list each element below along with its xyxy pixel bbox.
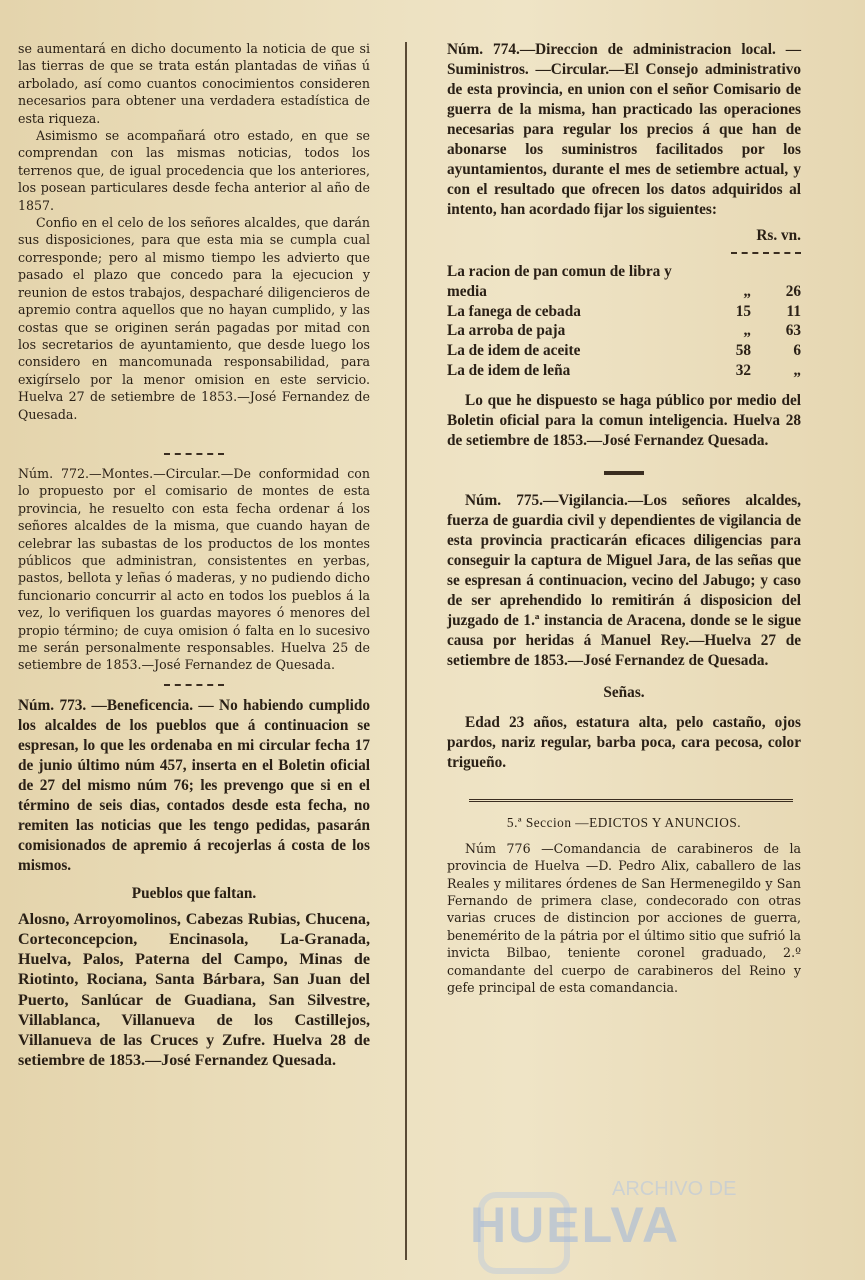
price-item: La de idem de leña bbox=[447, 361, 571, 379]
article-773-beneficencia: Núm. 773. —Beneficencia. — No habiendo cumplido los alcaldes de los pueblos que á continuacion se espresan, lo que les ordenaba en mi circular fecha 17 de junio último núm 457, inserta en el Boletin oficial de 27 del mismo núm 76; les prevengo que si en el término de seis dias, contados desde esta fecha, no remiten las noticias que les tengo pedidas, pasarán comisionados de apremio á recojerlas á costa de los mismos. bbox=[18, 696, 370, 874]
watermark-prefix: ARCHIVO DE bbox=[612, 1178, 737, 1200]
suspect-description: Edad 23 años, estatura alta, pelo castaño, ojos pardos, nariz regular, barba poca, cara pecosa, color trigueño. bbox=[447, 713, 801, 771]
price-row bbox=[447, 321, 801, 341]
price-item: La fanega de cebada bbox=[447, 302, 581, 320]
paragraph-mayors-warning: Confio en el celo de los señores alcaldes, que darán sus disposiciones, para que esta mia se cumpla cual corresponde; pero al mismo tiempo les advierto que pasado el plazo que concedo para la ejecucion y reunion de estos trabajos, despacharé diligencieros de apremio contra aquellos que no hayan cumplido, y las costas que se originen serán pagadas por mitad con los secretarios de ayuntamiento, que desde luego los considero en mancomunada responsabilidad, para exigírselo por la menor omision en este servicio. Huelva 27 de setiembre de 1853.—José Fernandez de Quesada. bbox=[18, 215, 370, 422]
price-row bbox=[447, 262, 801, 302]
article-774-suministros: Núm. 774.—Direccion de administracion local. —Suministros. —Circular.—El Consejo administrativo de esta provincia, en union con el señor Comisario de guerra de la misma, han practicado las operaciones necesarias para regular los precios á que han de abonarse los suministros facilitados por los ayuntamientos, durante el mes de setiembre actual, y con el resultado que ofrecen los datos adquiridos al intento, han acordado fijar los siguientes: bbox=[447, 41, 801, 218]
column-divider bbox=[405, 42, 407, 1260]
price-reales: 32 bbox=[735, 361, 751, 379]
left-column bbox=[18, 40, 370, 1071]
section-rule bbox=[469, 799, 793, 802]
article-774-closing: Lo que he dispuesto se haga público por medio del Boletin oficial para la comun inteligencia. Huelva 28 de setiembre de 1853.—José Fernandez Quesada. bbox=[447, 391, 801, 449]
list-missing-towns: Alosno, Arroyomolinos, Cabezas Rubias, Chucena, Corteconcepcion, Encinasola, La-Granada, Huelva, Palos, Paterna del Campo, Minas de Riotinto, Rociana, Santa Bárbara, San Juan del Puerto, Sanlúcar de Guadiana, San Silvestre, Villablanca, Villanueva de los Castillejos, Villanueva de las Cruces y Zufre. Huelva 28 de setiembre de 1853.—José Fernandez Quesada. bbox=[18, 910, 370, 1070]
separator bbox=[18, 423, 370, 465]
price-cents: 11 bbox=[786, 302, 801, 320]
article-775-vigilancia: Núm. 775.—Vigilancia.—Los señores alcaldes, fuerza de guardia civil y dependientes de vigilancia de esta provincia practicarán eficaces diligencias para conseguir la captura de Miguel Jara, de las señas que se espresan á continuacion, vecino del Jabugo; y caso de ser aprehendido lo remitirán á disposicion del juzgado de 1.ª instancia de Aracena, donde se le sigue causa por heridas á Manuel Rey.—Huelva 27 de setiembre de 1853.—José Fernandez de Quesada. bbox=[447, 491, 801, 669]
price-cents: 6 bbox=[793, 342, 801, 360]
section-heading-edictos: 5.ª Seccion —EDICTOS Y ANUNCIOS. bbox=[506, 814, 742, 830]
price-reales: „ bbox=[743, 282, 751, 300]
price-cents: 63 bbox=[785, 322, 801, 340]
heading-senas: Señas. bbox=[603, 683, 645, 701]
price-item: La de idem de aceite bbox=[447, 342, 581, 360]
paragraph-stats-continued: se aumentará en dicho documento la noticia de que si las tierras de que se trata están plantadas de viñas ú arbolado, así como cuantos conocimientos consideren necesarios para obtener una verdadera estadística de esta riqueza. bbox=[18, 41, 370, 126]
price-reales: „ bbox=[743, 322, 751, 340]
separator bbox=[18, 674, 370, 696]
price-cents: „ bbox=[793, 361, 801, 379]
price-cents: 26 bbox=[785, 282, 801, 300]
price-reales: 58 bbox=[735, 342, 751, 360]
price-table bbox=[447, 262, 801, 381]
paragraph-second-state: Asimismo se acompañará otro estado, en que se comprendan con las mismas noticias, todos los terrenos que, de igual procedencia que los anteriores, los posean particulares desde fecha anterior al año de 1857. bbox=[18, 128, 370, 213]
separator bbox=[447, 451, 801, 491]
price-row bbox=[447, 302, 801, 322]
price-table-header: Rs. vn. bbox=[756, 227, 801, 244]
article-772-montes: Núm. 772.—Montes.—Circular.—De conformidad con lo propuesto por el comisario de montes de esta provincia, he resuelto con esta fecha ordenar á los señores alcaldes de la misma, que cuando hayan de celebrar las subastas de los productos de los montes públicos que administran, consistentes en yerbas, pastos, bellota y leñas ó maderas, y no pudiendo dicho funcionario concurrir al acto en todos los pueblos á la vez, lo verifiquen los guardas mayores ó menores del propio término; de cuya omision ó falta en lo sucesivo me serán personalmente responsables. Huelva 25 de setiembre de 1853.—José Fernandez de Quesada. bbox=[18, 465, 370, 673]
price-item: La racion de pan comun de libra y media bbox=[447, 263, 672, 300]
price-header-rule bbox=[731, 252, 801, 254]
price-reales: 15 bbox=[735, 302, 751, 320]
heading-pueblos-que-faltan: Pueblos que faltan. bbox=[131, 884, 257, 902]
article-776-carabineros: Núm 776 —Comandancia de carabineros de la provincia de Huelva —D. Pedro Alix, caballero de las Reales y militares órdenes de San Hermenegildo y San Fernando de primera clase, condecorado con otras varias cruces de distincion por acciones de guerra, benemérito de la pátria por el último sitio que sufrió la invicta Bilbao, teniente coronel graduado, 2.º comandante del cuerpo de carabineros del Reino y gefe principal de esta comandancia. bbox=[447, 840, 801, 996]
price-row bbox=[447, 341, 801, 361]
price-row bbox=[447, 361, 801, 381]
watermark-huelva: HUELVA bbox=[470, 1197, 681, 1253]
price-item: La arroba de paja bbox=[447, 322, 566, 340]
right-column bbox=[447, 40, 801, 996]
